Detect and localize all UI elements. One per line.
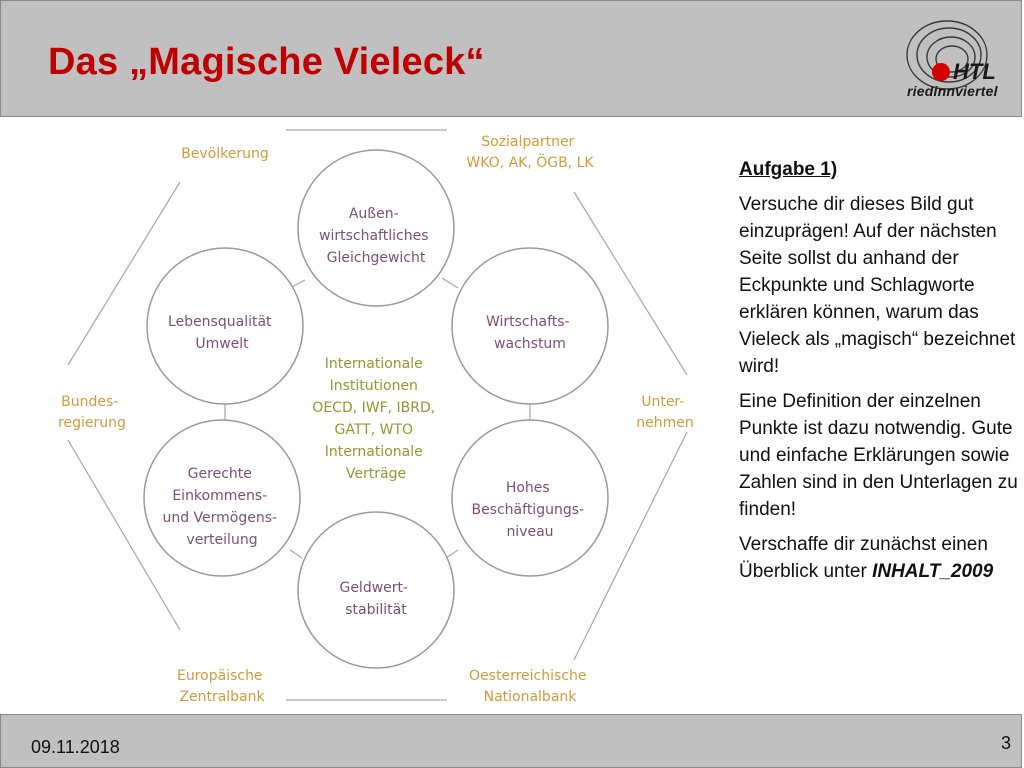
goal-label-beschaeftigung: Hohes Beschäftigungs- niveau [471,480,585,540]
stakeholder-ezb: Europäische Zentralbank [176,668,265,705]
stakeholder-oenb: Oesterreichische Nationalbank [469,668,587,705]
stakeholder-bundesregierung: Bundes- regierung [58,394,126,431]
slide-footer [0,714,1022,768]
goal-label-geldwert: Geldwert- stabilität [339,580,409,618]
logo-htl-text: HTL [953,59,996,84]
goal-label-lebensqualitaet: Lebensqualität Umwelt [168,314,272,352]
magic-polygon-diagram [50,120,710,715]
task-reference: INHALT_2009 [872,561,994,582]
slide-title: Das „Magische Vieleck“ [48,41,485,83]
stakeholder-unternehmen: Unter- nehmen [636,394,694,431]
slide-header [0,0,1022,117]
task-paragraph-2: Eine Definition der einzelnen Punkte ist dazu notwendig. Gute und einfache Erklärungen sowie Zahlen sind in den Unterlagen zu finden! [739,391,1018,520]
task-paragraph-1: Versuche dir dieses Bild gut einzuprägen! Auf der nächsten Seite sollst du anhand der Eckpunkte und Schlagworte erklären können, warum das Vieleck als „magisch“ bezeichnet wird! [739,194,1016,377]
goal-label-wachstum: Wirtschafts- wachstum [485,314,570,352]
page-number: 3 [1000,733,1011,753]
center-institutions-label: Internationale Institutionen OECD, IWF, IBRD, GATT, WTO Internationale Verträge [312,356,436,482]
goal-circle-beschaeftigung [452,420,608,576]
footer-date: 09.11.2018 [31,737,120,757]
stakeholder-bevoelkerung: Bevölkerung [181,146,269,162]
logo-subtitle: riedinnviertel [907,83,998,99]
task-panel [739,156,1024,593]
goal-label-verteilung: Gerechte Einkommens- und Vermögens- verteilung [162,466,278,548]
goal-label-aussen: Außen- wirtschaftliches Gleichgewicht [319,206,429,266]
task-paragraph-3-text: Verschaffe dir zunächst einen Überblick unter [739,534,988,582]
stakeholder-sozialpartner: Sozialpartner WKO, AK, ÖGB, LK [466,134,594,171]
task-paragraph-3 [739,531,1024,585]
task-heading: Aufgabe 1) [739,159,838,180]
